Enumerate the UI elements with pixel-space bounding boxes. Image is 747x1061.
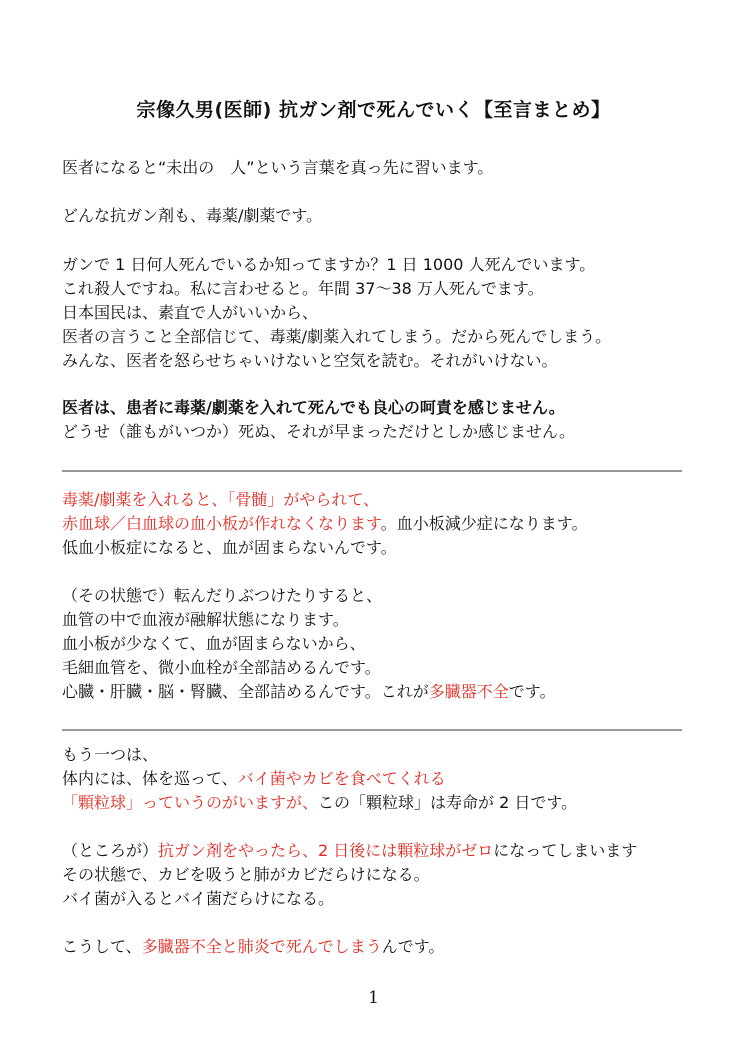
paragraph-line: 血管の中で血液が融解状態になります。 xyxy=(62,610,349,629)
page-title: 宗像久男(医師) 抗ガン剤で死んでいく【至言まとめ】 xyxy=(136,99,611,121)
paragraph-line xyxy=(62,791,702,815)
plain-text: 心臓・肝臓・脳・腎臓、全部詰めるんです。これが xyxy=(62,682,429,701)
paragraph-line: どうせ（誰もがいつか）死ぬ、それが早まっただけとしか感じません。 xyxy=(62,422,575,441)
paragraph-line xyxy=(62,767,702,791)
highlighted-text: 「顆粒球」っていうのがいますが、 xyxy=(62,793,319,812)
paragraph-line: バイ菌が入るとバイ菌だらけになる。 xyxy=(62,889,335,908)
plain-text: 体内には、体を巡って、 xyxy=(62,769,238,788)
paragraph-line: （その状態で）転んだりぶつけたりすると、 xyxy=(62,586,383,605)
plain-text: んです。 xyxy=(381,937,445,956)
highlighted-text: 多臓器不全 xyxy=(428,682,509,701)
paragraph-line: 日本国民は、素直で人がいいから、 xyxy=(62,303,319,322)
plain-text: こうして、 xyxy=(62,937,142,956)
page-number: 1 xyxy=(368,988,379,1008)
paragraph-line: これ殺人ですね。私に言わせると。年間 37〜38 万人死んでます。 xyxy=(62,279,544,298)
highlighted-text: バイ菌やカビを食べてくれる xyxy=(237,769,446,788)
highlighted-text: 抗ガン剤をやったら、2 日後には顆粒球がゼロ xyxy=(158,841,494,860)
paragraph-line xyxy=(62,512,702,536)
plain-text: 。血小板減少症になります。 xyxy=(380,514,588,533)
paragraph-line: 毛細血管を、微小血栓が全部詰めるんです。 xyxy=(62,658,381,677)
highlighted-line: 毒薬/劇薬を入れると、「骨髄」がやられて、 xyxy=(62,490,380,509)
paragraph-line: 医者になると“未出の 人”という言葉を真っ先に習います。 xyxy=(62,158,494,177)
bold-statement: 医者は、患者に毒薬/劇薬を入れて死んでも良心の呵責を感じません。 xyxy=(62,398,565,417)
highlighted-text: 赤血球／白血球の血小板が作れなくなります xyxy=(62,514,381,533)
paragraph-line: 低血小板症になると、血が固まらないんです。 xyxy=(62,538,397,557)
paragraph-line: 医者の言うこと全部信じて、毒薬/劇薬入れてしまう。だから死んでしまう。 xyxy=(62,327,612,346)
plain-text: になってしまいます xyxy=(493,841,638,860)
plain-text: （ところが） xyxy=(62,841,159,860)
paragraph-line: 血小板が少なくて、血が固まらないから、 xyxy=(62,634,366,653)
paragraph-line: その状態で、カビを吸うと肺がカビだらけになる。 xyxy=(62,865,430,884)
section-divider xyxy=(62,729,682,731)
plain-text: この「顆粒球」は寿命が 2 日です。 xyxy=(318,793,578,812)
highlighted-text: 多臓器不全と肺炎で死んでしまう xyxy=(141,937,382,956)
paragraph-line: ガンで 1 日何人死んでいるか知ってますか？1 日 1000 人死んでいます。 xyxy=(62,255,596,274)
section-divider xyxy=(62,470,682,472)
paragraph-line: もう一つは、 xyxy=(62,745,159,764)
paragraph-line xyxy=(62,935,702,959)
paragraph-line: みんな、医者を怒らせちゃいけないと空気を読む。それがいけない。 xyxy=(62,351,558,370)
paragraph-line: どんな抗ガン剤も、毒薬/劇薬です。 xyxy=(62,206,323,225)
paragraph-line xyxy=(62,839,702,863)
plain-text: です。 xyxy=(508,682,556,701)
paragraph-line xyxy=(62,680,702,704)
